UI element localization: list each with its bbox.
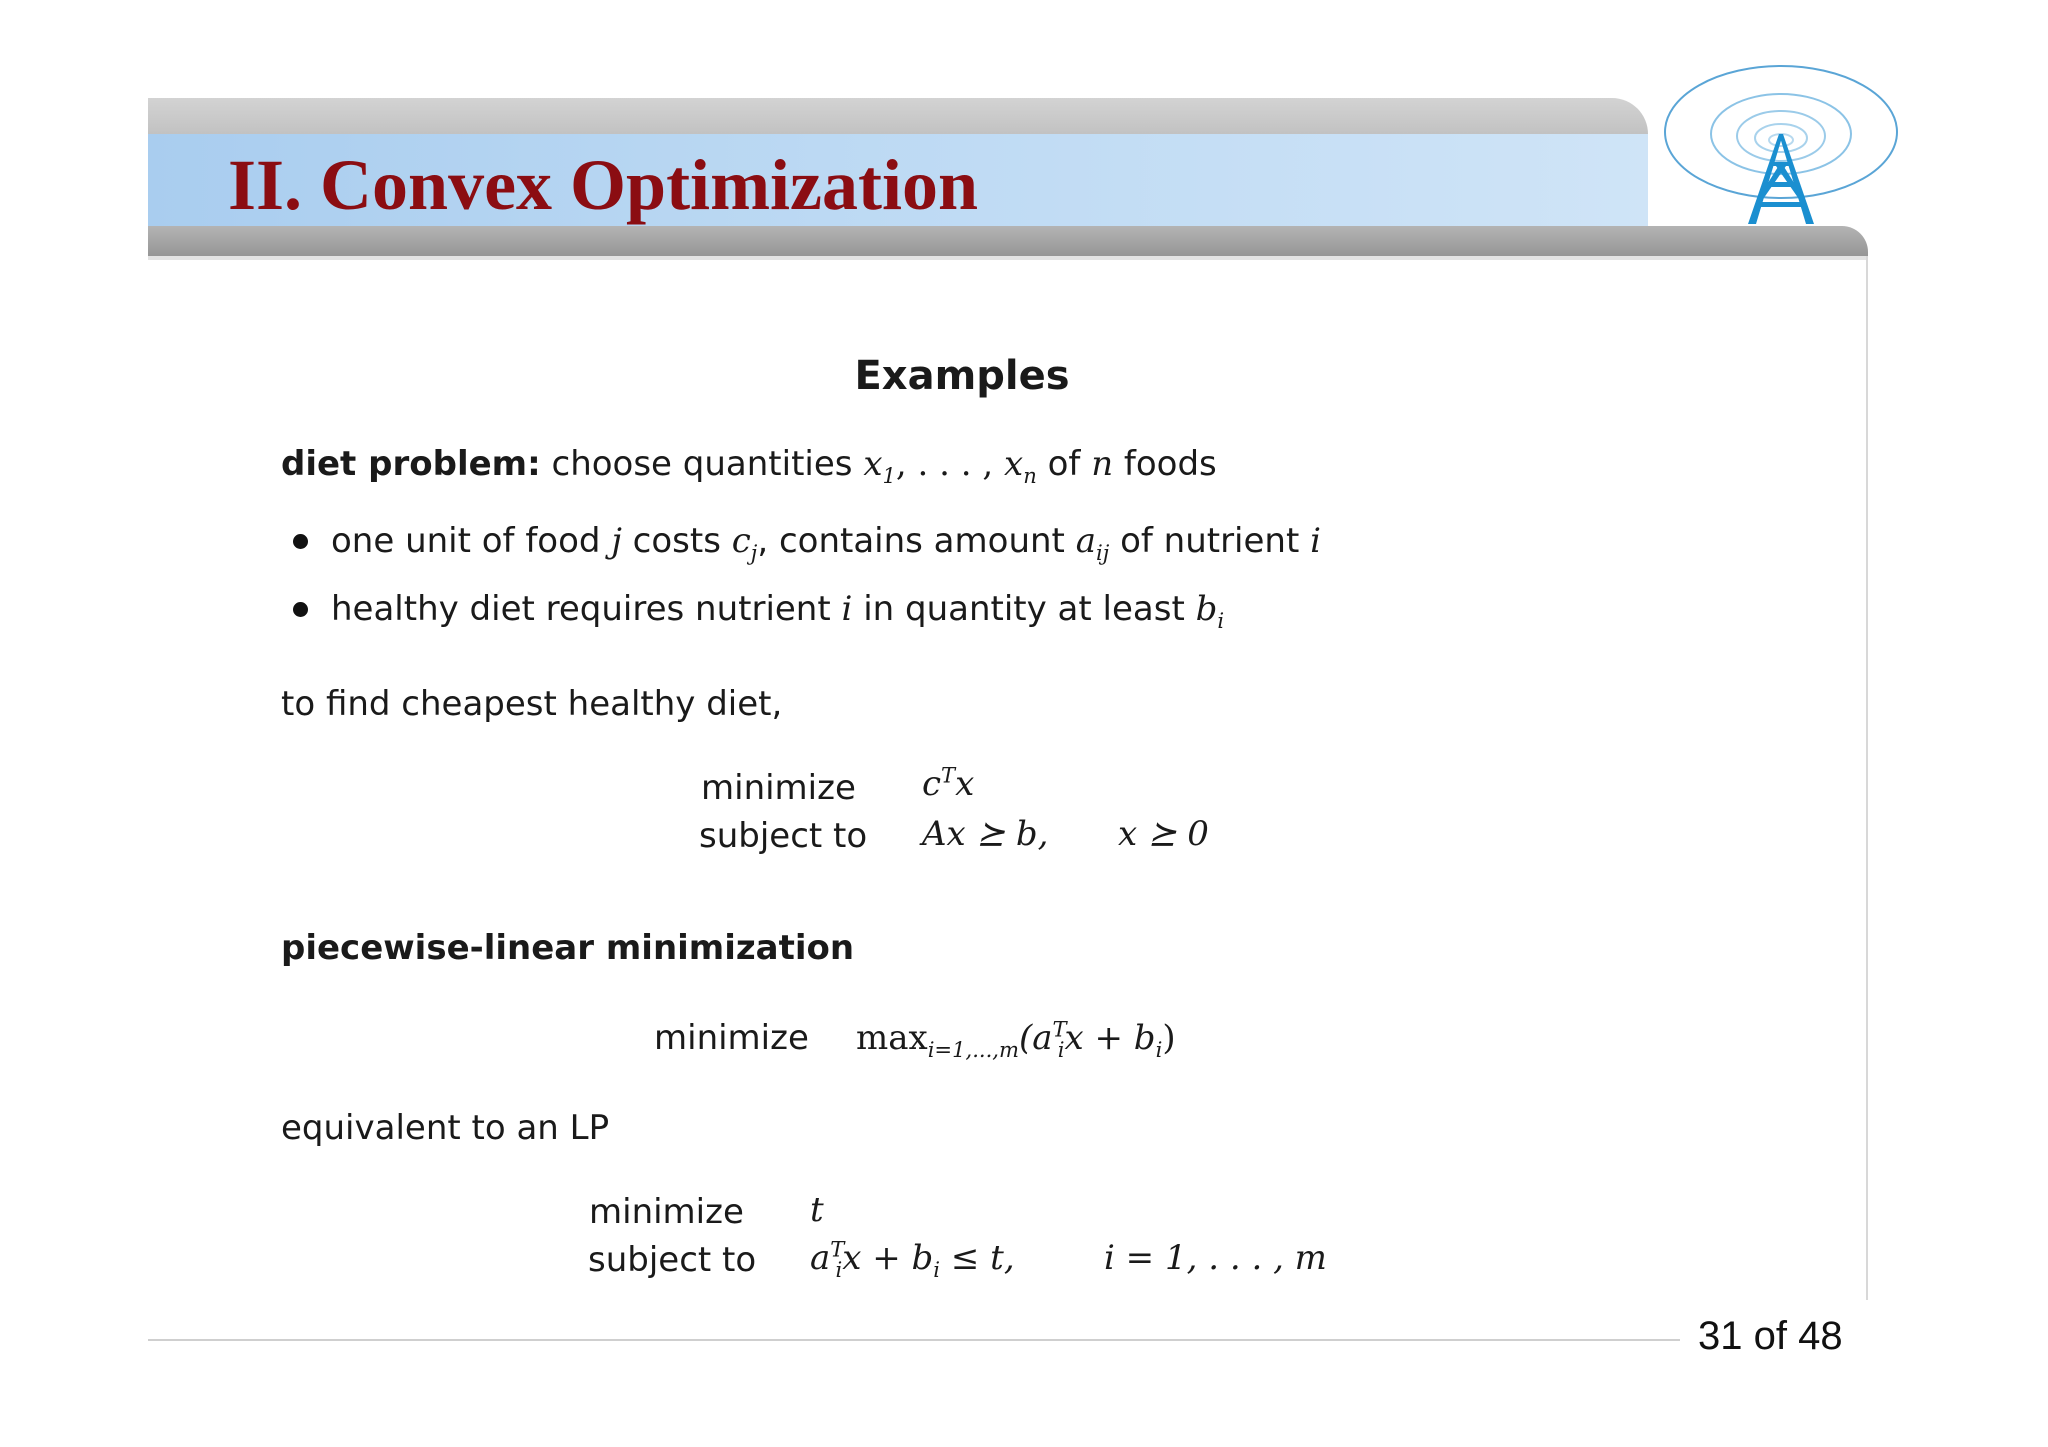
right-border-rule <box>1866 256 1868 1300</box>
diet-lead-in: to find cheapest healthy diet, <box>281 684 783 724</box>
header-top-band <box>148 98 1648 134</box>
lp-subject-label: subject to <box>699 816 868 856</box>
foods-text: foods <box>1123 444 1217 484</box>
eq-lp-subject-label: subject to <box>588 1240 757 1280</box>
eq-lp-constraint: $a^T_ix + b_i \le t$, <box>810 1236 1015 1282</box>
equivalent-lp-text: equivalent to an LP <box>281 1108 610 1148</box>
header-divider <box>148 256 1868 260</box>
bullet-item-nutrient: healthy diet requires nutrient i in quantity at least $b_i$ <box>331 589 1225 633</box>
lp-constraint-nonneg: x ⪰ 0 <box>1118 814 1209 854</box>
footer-rule <box>148 1339 1680 1341</box>
header-bottom-band <box>148 226 1868 256</box>
lp-objective: $c^Tx$ <box>922 762 975 804</box>
diet-intro-text: choose quantities <box>551 444 853 484</box>
pwl-heading: piecewise-linear minimization <box>281 928 855 968</box>
slide-title: II. Convex Optimization <box>228 145 979 225</box>
page-number: 31 of 48 <box>1698 1314 1843 1358</box>
bullet-item-food-cost: one unit of food j costs $c_j$, contains amount $a_{ij}$ of nutrient i <box>331 521 1321 565</box>
of-text: of <box>1047 444 1081 484</box>
pwl-objective: $\max_{i=1,...,m}(a^T_ix + b_i)$ <box>856 1016 1176 1062</box>
pwl-minimize-label: minimize <box>654 1018 809 1058</box>
eq-lp-index-range: i = 1, . . . , m <box>1104 1238 1327 1278</box>
bullet-dot-icon <box>293 602 308 617</box>
var-x1: $x_1$ <box>863 444 896 488</box>
var-xn: $x_n$ <box>1004 444 1037 488</box>
sequence-dots: , . . . , <box>895 444 994 484</box>
radio-tower-logo-icon <box>1662 62 1900 238</box>
lp-minimize-label: minimize <box>701 768 856 808</box>
eq-lp-minimize-label: minimize <box>589 1192 744 1232</box>
lp-constraint-ax-b: Ax ⪰ b, <box>922 814 1049 854</box>
diet-problem-label: diet problem: <box>281 444 541 484</box>
bullet-dot-icon <box>293 534 308 549</box>
section-heading: Examples <box>854 353 1070 399</box>
diet-problem-line <box>281 442 1217 486</box>
eq-lp-objective: t <box>810 1190 824 1230</box>
var-n: n <box>1091 444 1114 484</box>
